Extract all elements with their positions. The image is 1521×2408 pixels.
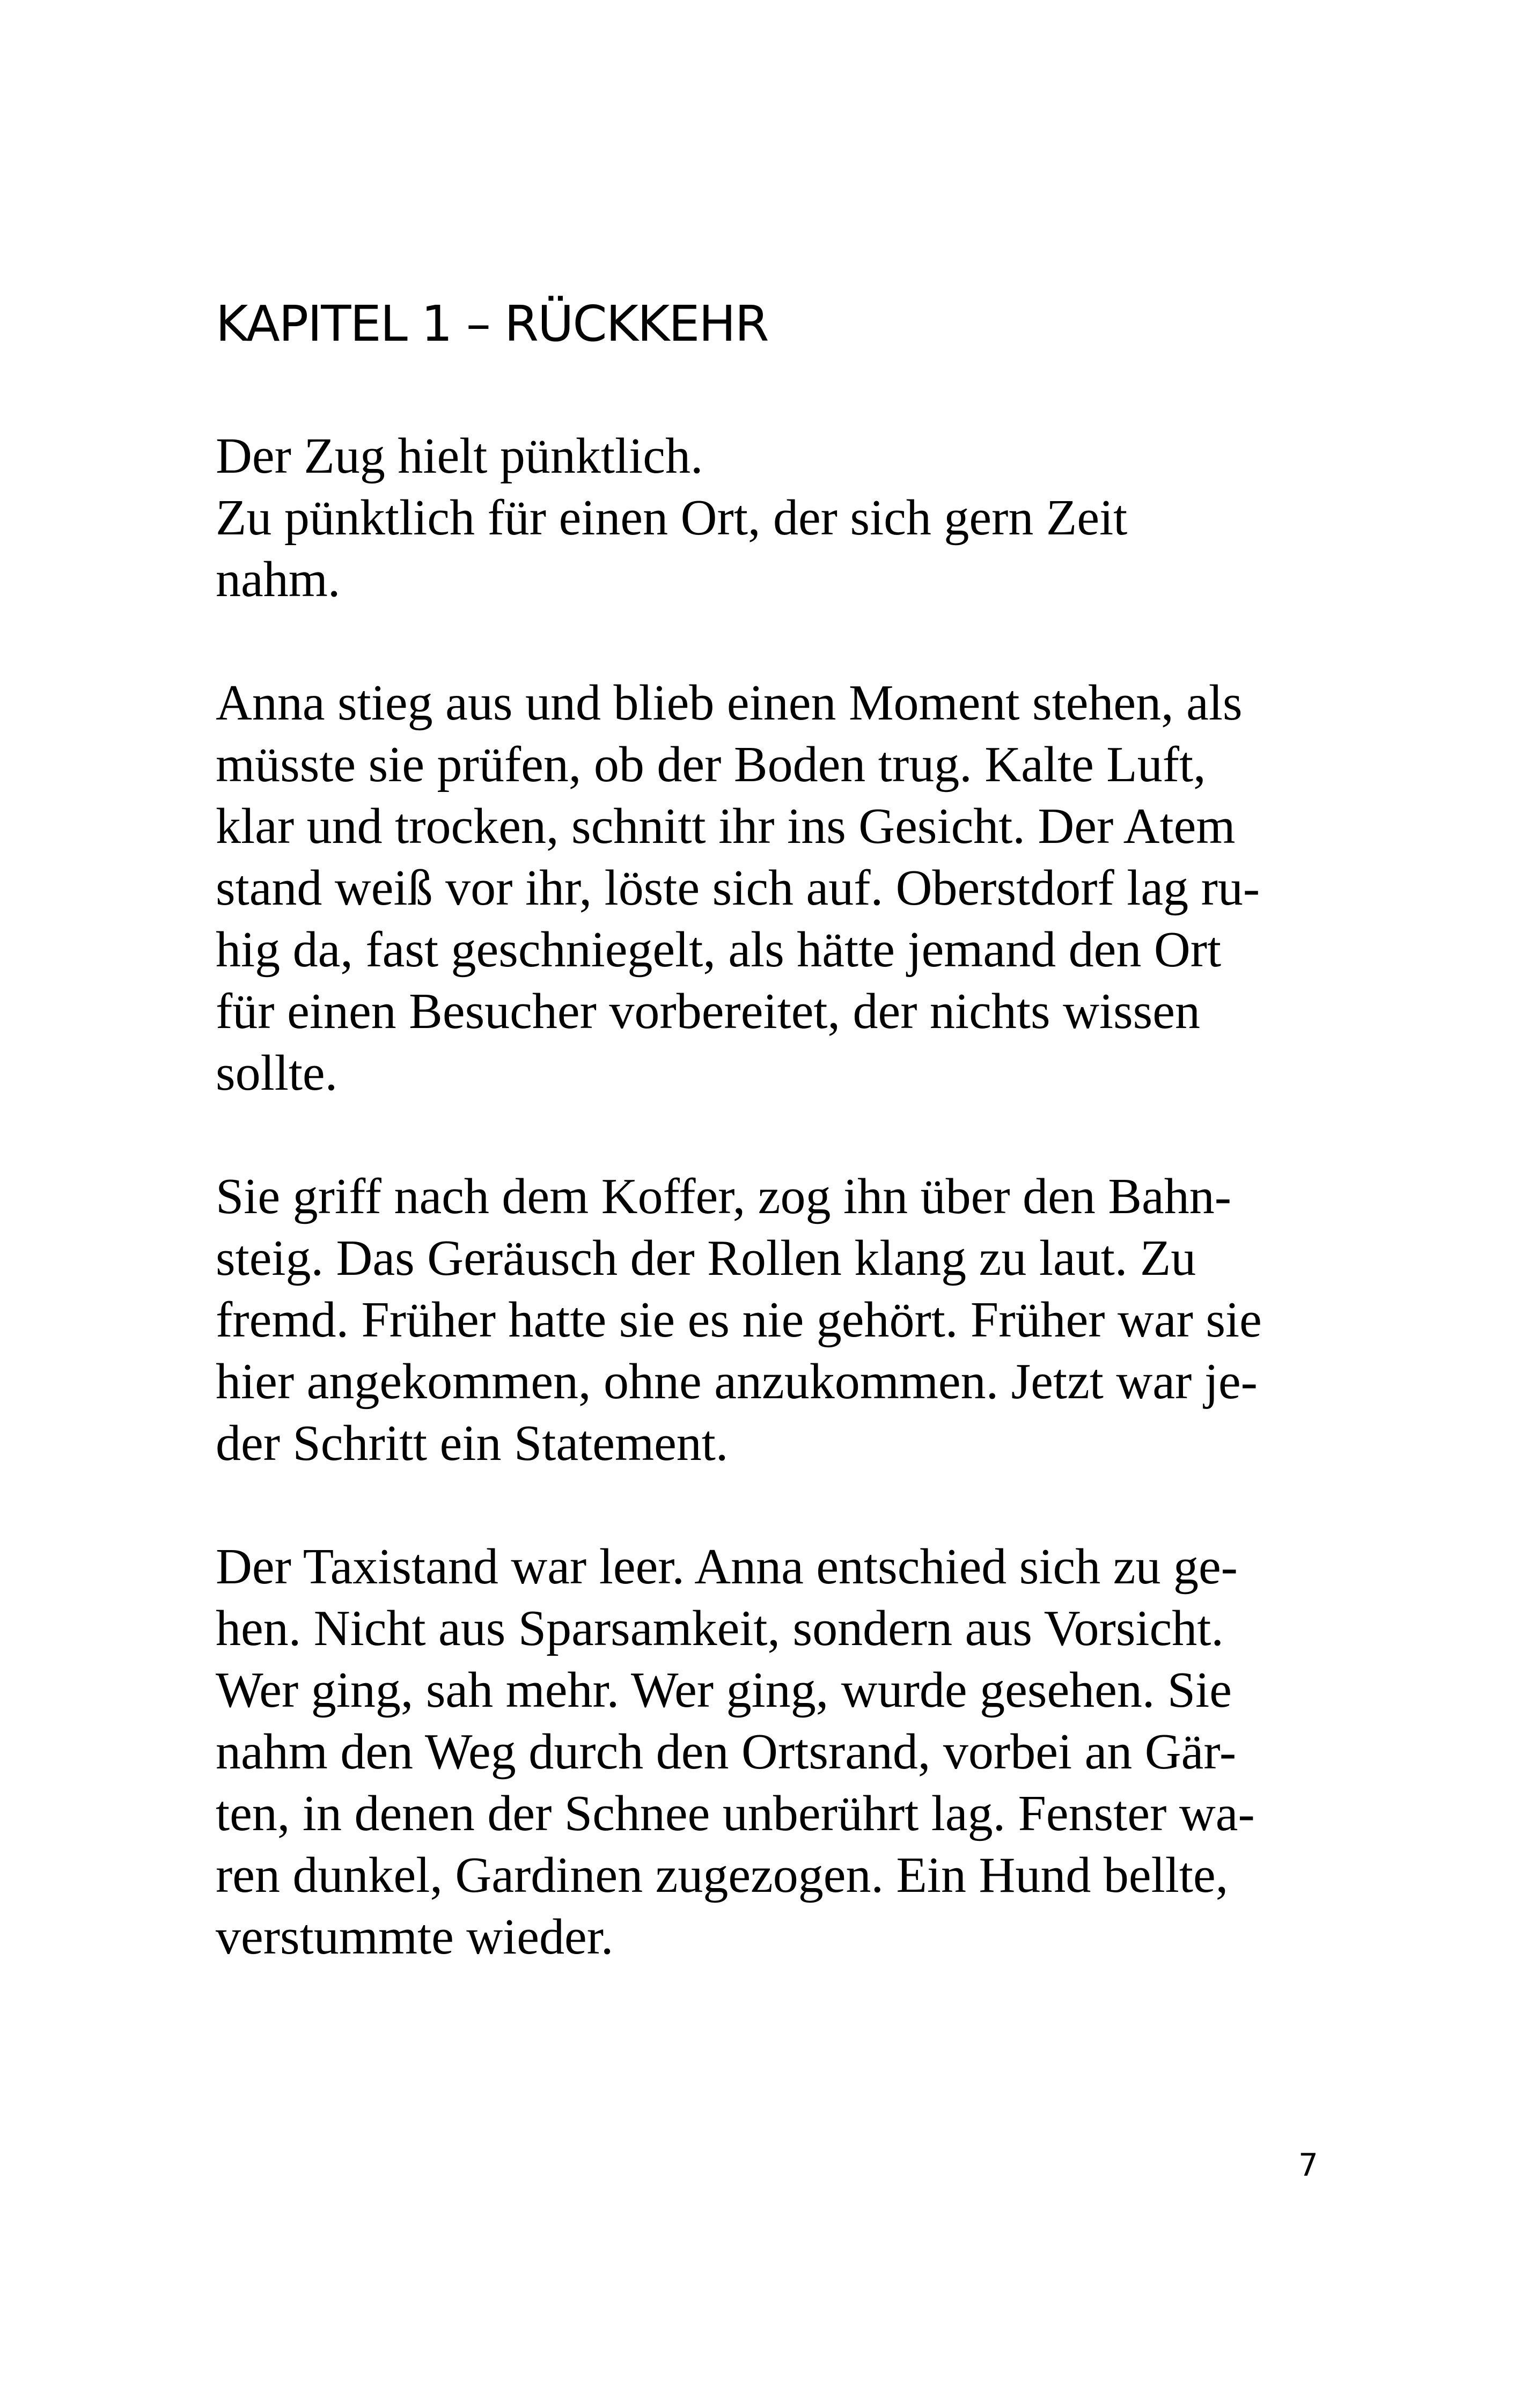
text-line: hig da, fast geschniegelt, als hätte jemand den Ort [216, 922, 1222, 978]
text-line: für einen Besucher vorbereitet, der nichts wissen [216, 983, 1200, 1039]
page-number: 7 [1298, 2147, 1318, 2183]
text-line: Zu pünktlich für einen Ort, der sich gern Zeit [216, 490, 1128, 546]
text-line: ren dunkel, Gardinen zugezogen. Ein Hund bellte, [216, 1847, 1229, 1903]
text-line: verstummte wieder. [216, 1909, 614, 1965]
text-line: Der Zug hielt pünktlich. [216, 428, 703, 484]
paragraph-4 [216, 1536, 1321, 1968]
text-line: Wer ging, sah mehr. Wer ging, wurde gesehen. Sie [216, 1662, 1232, 1718]
text-line: Sie griff nach dem Koffer, zog ihn über den Bahn- [216, 1169, 1232, 1224]
chapter-body [216, 425, 1321, 2030]
text-line: nahm den Weg durch den Ortsrand, vorbei an Gär- [216, 1724, 1237, 1780]
chapter-title: KAPITEL 1 – RÜCKKEHR [216, 295, 768, 353]
text-line: stand weiß vor ihr, löste sich auf. Oberstdorf lag ru- [216, 860, 1260, 916]
text-line: hier angekommen, ohne anzukommen. Jetzt war je- [216, 1354, 1258, 1409]
paragraph-2 [216, 672, 1321, 1104]
text-line: der Schritt ein Statement. [216, 1415, 729, 1471]
text-line: ten, in denen der Schnee unberührt lag. Fenster wa- [216, 1786, 1255, 1841]
text-line: nahm. [216, 552, 341, 607]
text-line: Anna stieg aus und blieb einen Moment stehen, als [216, 675, 1243, 731]
text-line: müsste sie prüfen, ob der Boden trug. Kalte Luft, [216, 737, 1206, 792]
text-line: hen. Nicht aus Sparsamkeit, sondern aus Vorsicht. [216, 1601, 1224, 1656]
text-line: steig. Das Geräusch der Rollen klang zu laut. Zu [216, 1230, 1196, 1286]
paragraph-1 [216, 425, 1321, 611]
text-line: Der Taxistand war leer. Anna entschied sich zu ge- [216, 1539, 1238, 1595]
paragraph-3 [216, 1166, 1321, 1474]
text-line: klar und trocken, schnitt ihr ins Gesicht. Der Atem [216, 798, 1236, 854]
text-line: fremd. Früher hatte sie es nie gehört. Früher war sie [216, 1292, 1262, 1348]
text-line: sollte. [216, 1045, 338, 1101]
